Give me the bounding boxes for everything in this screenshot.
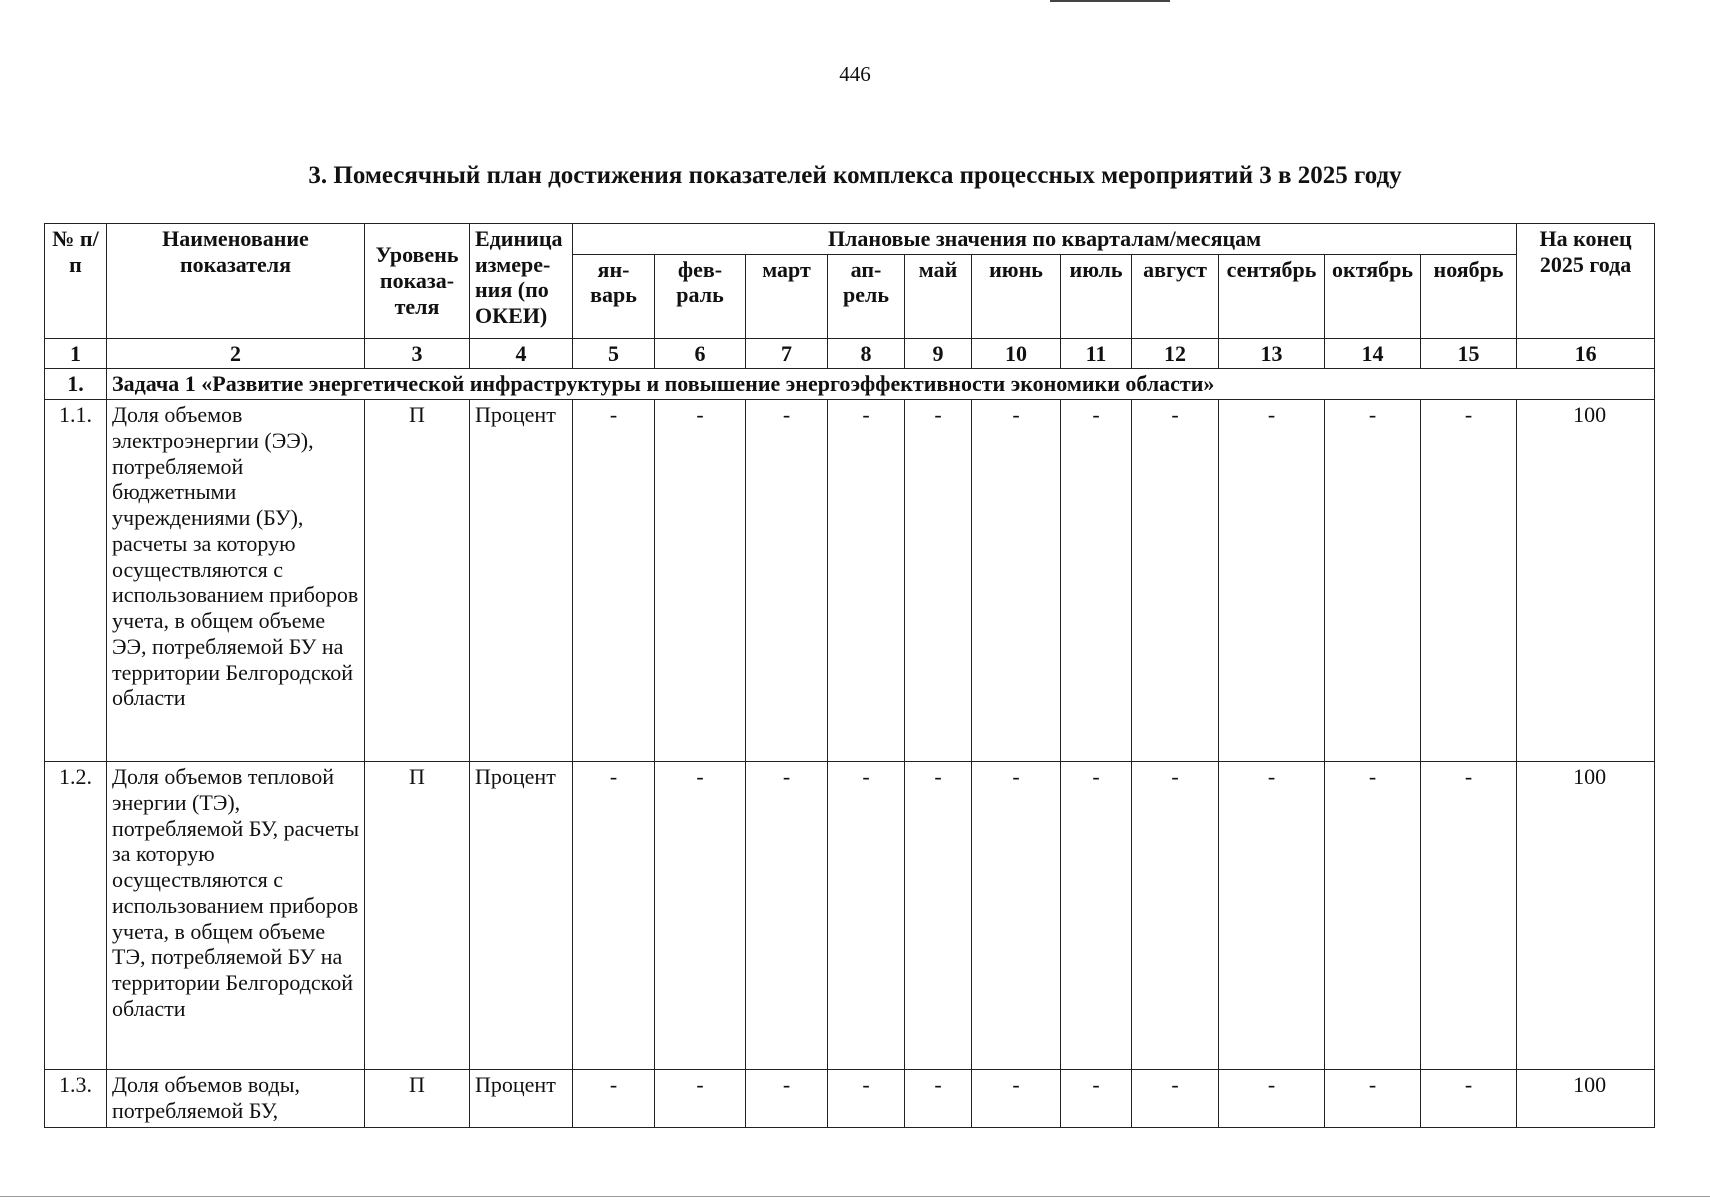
month-value: - (1219, 400, 1325, 762)
header-end-of-year: На конец 2025 года (1517, 224, 1655, 339)
header-unit: Единица измере-ния (по ОКЕИ) (470, 224, 573, 339)
row-number: 1.1. (45, 400, 107, 762)
month-value: - (1325, 1070, 1421, 1128)
header-month: октябрь (1325, 254, 1421, 338)
month-value: - (828, 1070, 905, 1128)
indicator-name: Доля объемов воды, потребляемой БУ, (107, 1070, 365, 1128)
end-of-year-value: 100 (1517, 762, 1655, 1070)
task-number: 1. (45, 369, 107, 400)
month-value: - (972, 400, 1061, 762)
header-row-1 (45, 224, 1655, 255)
header-no: № п/п (45, 224, 107, 339)
task-title: Задача 1 «Развитие энергетической инфраструктуры и повышение энергоэффективности экономики области» (107, 369, 1655, 400)
month-value: - (905, 762, 972, 1070)
month-value: - (1421, 1070, 1517, 1128)
header-month: фев-раль (655, 254, 746, 338)
month-value: - (655, 400, 746, 762)
column-number: 1 (45, 338, 107, 369)
month-value: - (905, 400, 972, 762)
indicator-name: Доля объемов электроэнергии (ЭЭ), потребляемой бюджетными учреждениями (БУ), расчеты за которую осуществляются с использованием приборов учета, в общем объеме ЭЭ, потребляемой БУ на территории Белгородской области (107, 400, 365, 762)
column-number: 13 (1219, 338, 1325, 369)
indicator-unit: Процент (470, 762, 573, 1070)
month-value: - (746, 1070, 828, 1128)
column-number: 10 (972, 338, 1061, 369)
month-value: - (1132, 762, 1219, 1070)
header-name: Наименование показателя (107, 224, 365, 339)
header-month: сентябрь (1219, 254, 1325, 338)
month-value: - (972, 1070, 1061, 1128)
month-value: - (1325, 400, 1421, 762)
month-value: - (1421, 400, 1517, 762)
month-value: - (1219, 762, 1325, 1070)
month-value: - (1132, 400, 1219, 762)
column-number: 7 (746, 338, 828, 369)
column-number: 3 (365, 338, 470, 369)
header-month: июль (1061, 254, 1132, 338)
month-value: - (1061, 1070, 1132, 1128)
month-value: - (1325, 762, 1421, 1070)
month-value: - (573, 762, 655, 1070)
indicator-level: П (365, 1070, 470, 1128)
header-month: май (905, 254, 972, 338)
indicator-level: П (365, 400, 470, 762)
table-row (45, 400, 1655, 762)
table-row (45, 1070, 1655, 1128)
column-number: 16 (1517, 338, 1655, 369)
table-row (45, 762, 1655, 1070)
month-value: - (828, 400, 905, 762)
task-row (45, 369, 1655, 400)
month-value: - (655, 1070, 746, 1128)
column-number-row (45, 338, 1655, 369)
page-number: 446 (839, 62, 871, 86)
header-month: март (746, 254, 828, 338)
column-number: 9 (905, 338, 972, 369)
header-month: август (1132, 254, 1219, 338)
month-value: - (905, 1070, 972, 1128)
header-level: Уровень показа-теля (365, 224, 470, 339)
month-value: - (1421, 762, 1517, 1070)
column-number: 2 (107, 338, 365, 369)
column-number: 12 (1132, 338, 1219, 369)
month-value: - (746, 400, 828, 762)
month-value: - (573, 400, 655, 762)
column-number: 11 (1061, 338, 1132, 369)
column-number: 8 (828, 338, 905, 369)
column-number: 6 (655, 338, 746, 369)
row-number: 1.3. (45, 1070, 107, 1128)
month-value: - (1061, 762, 1132, 1070)
row-number: 1.2. (45, 762, 107, 1070)
month-value: - (573, 1070, 655, 1128)
column-number: 5 (573, 338, 655, 369)
month-value: - (1132, 1070, 1219, 1128)
indicator-unit: Процент (470, 400, 573, 762)
header-plan-group: Плановые значения по кварталам/месяцам (573, 224, 1517, 255)
header-month: июнь (972, 254, 1061, 338)
month-value: - (655, 762, 746, 1070)
scan-edge-top (1050, 0, 1170, 2)
header-month: ян-варь (573, 254, 655, 338)
month-value: - (1061, 400, 1132, 762)
indicator-unit: Процент (470, 1070, 573, 1128)
month-value: - (1219, 1070, 1325, 1128)
header-month: ноябрь (1421, 254, 1517, 338)
indicator-name: Доля объемов тепловой энергии (ТЭ), потребляемой БУ, расчеты за которую осуществляются с использованием приборов учета, в общем объеме ТЭ, потребляемой БУ на территории Белгородской области (107, 762, 365, 1070)
column-number: 15 (1421, 338, 1517, 369)
month-value: - (828, 762, 905, 1070)
end-of-year-value: 100 (1517, 1070, 1655, 1128)
column-number: 14 (1325, 338, 1421, 369)
plan-table (44, 223, 1655, 1128)
end-of-year-value: 100 (1517, 400, 1655, 762)
page-title: 3. Помесячный план достижения показателей комплекса процессных мероприятий 3 в 2025 году (308, 162, 1402, 189)
indicator-level: П (365, 762, 470, 1070)
header-month: ап-рель (828, 254, 905, 338)
month-value: - (746, 762, 828, 1070)
month-value: - (972, 762, 1061, 1070)
column-number: 4 (470, 338, 573, 369)
scan-edge-bottom (0, 1196, 1710, 1197)
